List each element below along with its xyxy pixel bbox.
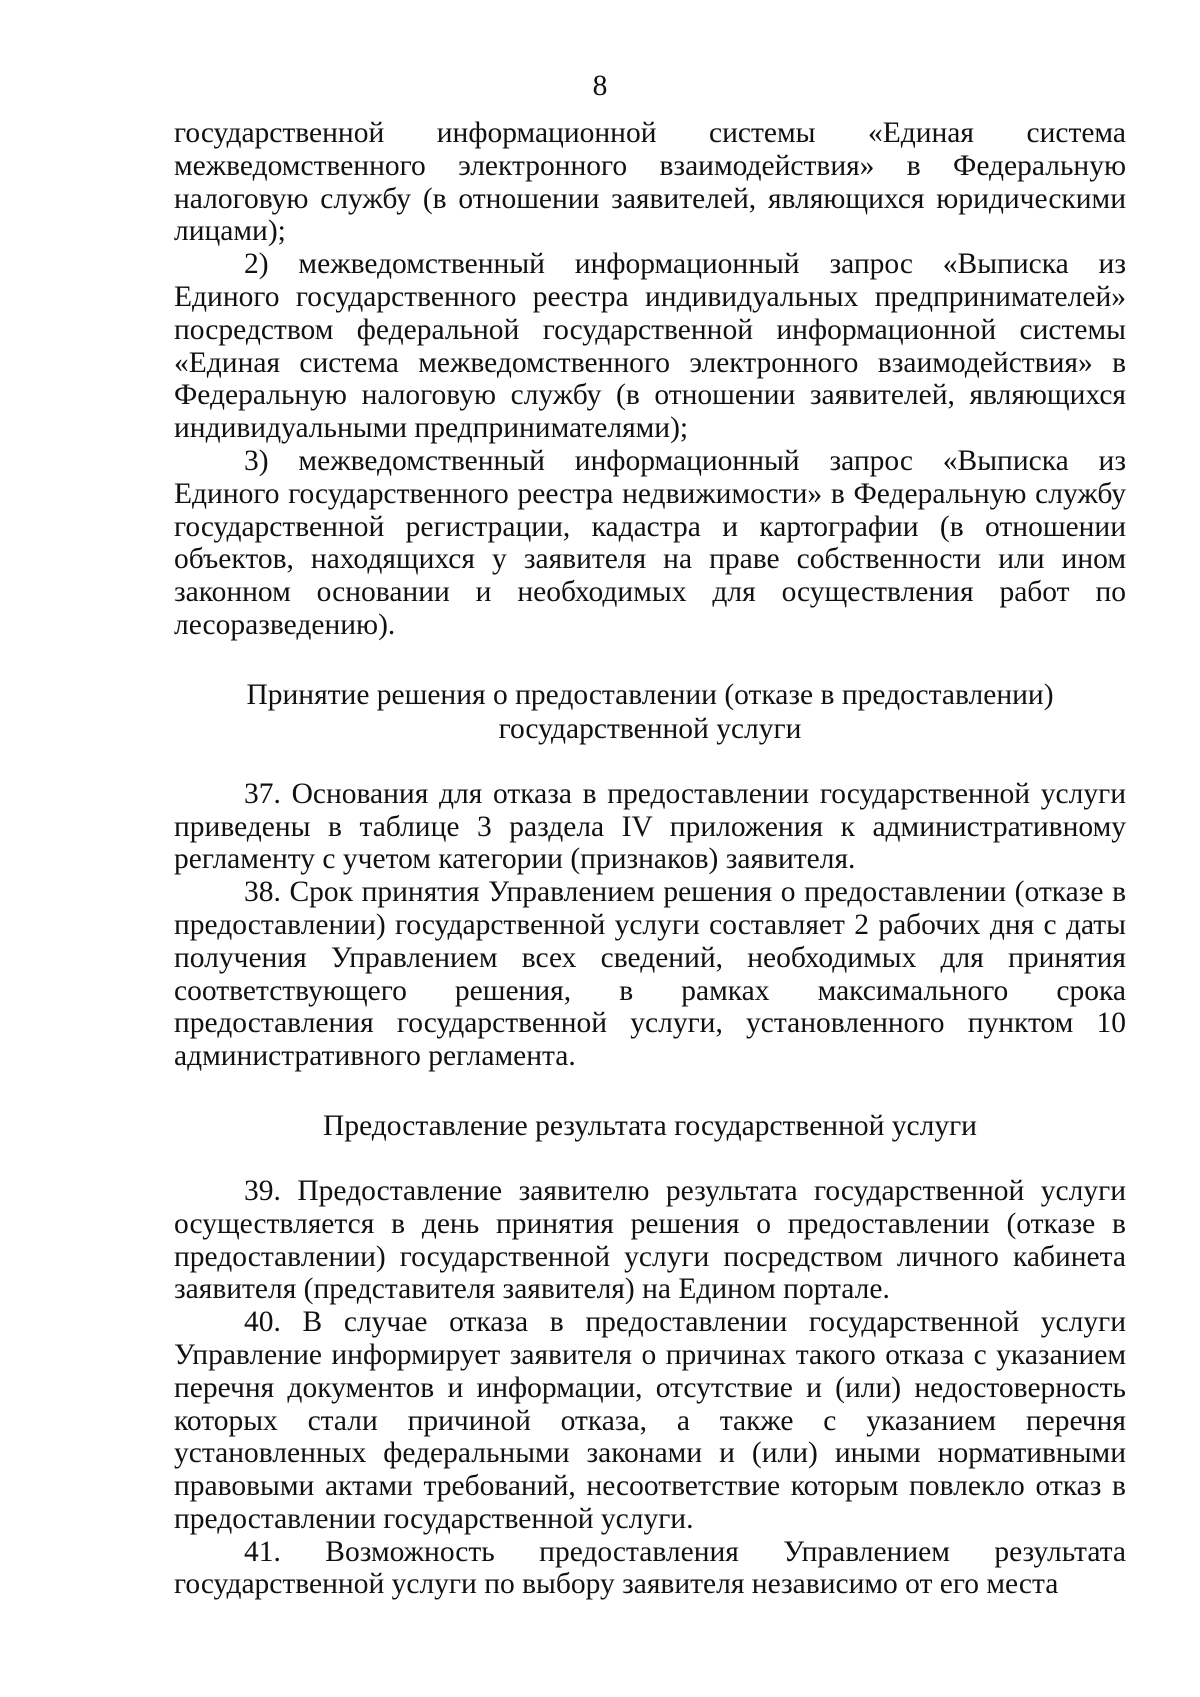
section-heading-decision xyxy=(174,678,1126,746)
paragraph-38: 38. Срок принятия Управлением решения о предоставлении (отказе в предоставлении) государственной услуги составляет 2 рабочих дня с даты получения Управлением всех сведений, необходимых для принятия соответствующего решения, в рамках максимального срока предоставления государственной услуги, установленного пунктом 10 административного регламента. xyxy=(174,876,1126,1073)
spacer xyxy=(174,746,1126,778)
document-body xyxy=(174,117,1126,1601)
paragraph-41: 41. Возможность предоставления Управлением результата государственной услуги по выбору заявителя независимо от его места xyxy=(174,1535,1126,1601)
page-number: 8 xyxy=(592,70,608,102)
paragraph-item-3: 3) межведомственный информационный запрос «Выписка из Единого государственного реестра недвижимости» в Федеральную службу государственной регистрации, кадастра и картографии (в отношении объектов, находящихся у заявителя на праве собственности или ином законном основании и необходимых для осуществления работ по лесоразведению). xyxy=(174,444,1126,641)
paragraph-item-2: 2) межведомственный информационный запрос «Выписка из Единого государственного реестра индивидуальных предпринимателей» посредством федеральной государственной информационной системы «Единая система межведомственного электронного взаимодействия» в Федеральную налоговую службу (в отношении заявителей, являющихся индивидуальными предпринимателями); xyxy=(174,248,1126,445)
heading-line: Принятие решения о предоставлении (отказе в предоставлении) xyxy=(246,678,1054,711)
paragraph-39: 39. Предоставление заявителю результата государственной услуги осуществляется в день принятия решения о предоставлении (отказе в предоставлении) государственной услуги посредством личного кабинета заявителя (представителя заявителя) на Едином портале. xyxy=(174,1174,1126,1306)
spacer xyxy=(174,1143,1126,1175)
spacer xyxy=(174,642,1126,678)
heading-line: Предоставление результата государственной услуги xyxy=(323,1109,977,1142)
section-heading-result xyxy=(174,1109,1126,1143)
paragraph-continuation: государственной информационной системы «Единая система межведомственного электронного взаимодействия» в Федеральную налоговую службу (в отношении заявителей, являющихся юридическими лицами); xyxy=(174,117,1126,248)
heading-line: государственной услуги xyxy=(498,712,802,745)
spacer xyxy=(174,1073,1126,1109)
paragraph-37: 37. Основания для отказа в предоставлении государственной услуги приведены в таблице 3 раздела IV приложения к административному регламенту с учетом категории (признаков) заявителя. xyxy=(174,777,1126,876)
paragraph-40: 40. В случае отказа в предоставлении государственной услуги Управление информирует заявителя о причинах такого отказа с указанием перечня документов и информации, отсутствие и (или) недостоверность которых стали причиной отказа, а также с указанием перечня установленных федеральными законами и (или) иными нормативными правовыми актами требований, несоответствие которым повлекло отказ в предоставлении государственной услуги. xyxy=(174,1306,1126,1535)
